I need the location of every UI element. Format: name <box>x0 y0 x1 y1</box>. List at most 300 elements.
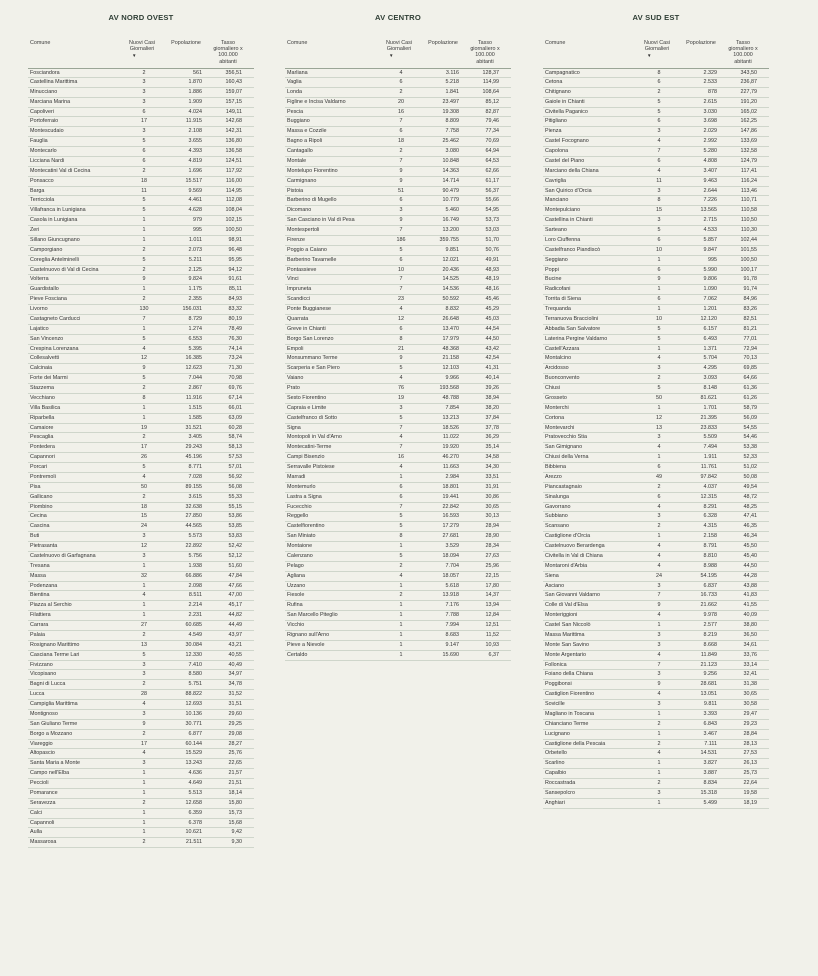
cell-nuovi-casi: 5 <box>399 552 403 559</box>
column-header-nuovi-casi[interactable] <box>375 40 423 52</box>
table-row <box>28 493 254 503</box>
cell-tasso: 159,07 <box>225 88 242 95</box>
cell-comune: Quarrata <box>287 315 309 322</box>
cell-nuovi-casi: 1 <box>142 829 146 836</box>
cell-nuovi-casi: 1 <box>142 612 146 619</box>
table-body <box>28 68 254 848</box>
cell-comune: Collesalvetti <box>30 355 60 362</box>
table-row <box>28 374 254 384</box>
cell-tasso: 13,94 <box>485 602 499 609</box>
column-header-nuovi-casi[interactable] <box>118 40 166 52</box>
cell-comune: Montemurlo <box>287 483 316 490</box>
cell-comune: Marradi <box>287 473 306 480</box>
cell-comune: Pelago <box>287 562 304 569</box>
cell-tasso: 69,85 <box>743 365 757 372</box>
cell-comune: Viareggio <box>30 740 53 747</box>
cell-nuovi-casi: 3 <box>657 701 661 707</box>
table-row <box>543 661 769 671</box>
table-row <box>28 275 254 285</box>
cell-comune: Orbetello <box>545 750 567 757</box>
cell-tasso: 79,46 <box>485 118 499 125</box>
cell-popolazione: 11.916 <box>185 394 202 401</box>
cell-tasso: 64,94 <box>485 148 499 154</box>
table-row <box>28 68 254 78</box>
cell-nuovi-casi: 4 <box>399 375 403 382</box>
cell-tasso: 82,87 <box>485 108 499 115</box>
table-row <box>543 443 769 453</box>
cell-tasso: 38,80 <box>743 622 757 628</box>
cell-nuovi-casi: 3 <box>657 582 661 589</box>
table-row <box>28 789 254 799</box>
cell-nuovi-casi: 9 <box>142 365 146 372</box>
cell-comune: Barberino di Mugello <box>287 197 337 204</box>
table-row <box>543 187 769 197</box>
cell-popolazione: 4.037 <box>703 483 717 490</box>
cell-popolazione: 14.525 <box>442 276 459 283</box>
cell-tasso: 100,50 <box>740 256 757 263</box>
table-row <box>285 512 511 522</box>
cell-tasso: 56,09 <box>743 414 757 421</box>
cell-nuovi-casi: 4 <box>142 701 146 707</box>
table-row <box>28 819 254 829</box>
table-row <box>285 187 511 197</box>
cell-tasso: 84,96 <box>743 296 757 303</box>
cell-nuovi-casi: 2 <box>142 296 146 303</box>
sort-arrow-icon[interactable]: ▼ <box>132 53 137 58</box>
cell-comune: Massa e Cozzile <box>287 128 327 135</box>
table-row <box>285 404 511 414</box>
table-header <box>28 40 254 68</box>
cell-popolazione: 7.062 <box>703 296 717 303</box>
sort-arrow-icon[interactable]: ▼ <box>647 53 652 58</box>
cell-tasso: 50,76 <box>485 246 499 253</box>
cell-popolazione: 2.098 <box>188 582 202 589</box>
cell-comune: Cascina <box>30 523 50 530</box>
cell-popolazione: 4.649 <box>188 780 202 786</box>
cell-nuovi-casi: 6 <box>657 464 661 470</box>
cell-popolazione: 19.308 <box>442 108 459 115</box>
cell-nuovi-casi: 6 <box>399 325 403 332</box>
cell-nuovi-casi: 5 <box>399 246 403 253</box>
cell-popolazione: 7.788 <box>445 612 459 619</box>
table-row <box>285 473 511 483</box>
cell-nuovi-casi: 3 <box>142 98 146 105</box>
table-row <box>28 809 254 819</box>
table-row <box>28 641 254 651</box>
cell-tasso: 36,29 <box>485 434 499 441</box>
table-row <box>543 404 769 414</box>
cell-tasso: 40,14 <box>485 375 499 382</box>
table-row <box>285 503 511 513</box>
cell-comune: Terricciola <box>30 197 55 204</box>
cell-popolazione: 6.328 <box>703 513 717 520</box>
table-row <box>285 414 511 424</box>
cell-comune: Sarteano <box>545 227 567 233</box>
cell-tasso: 58,74 <box>228 434 242 441</box>
cell-popolazione: 1.701 <box>703 404 717 411</box>
column-header-tasso[interactable] <box>719 40 767 65</box>
table-row <box>28 680 254 690</box>
cell-popolazione: 10.621 <box>185 829 202 836</box>
cell-tasso: 72,94 <box>743 345 757 352</box>
cell-comune: Anghiari <box>545 799 565 806</box>
cell-tasso: 31,38 <box>743 681 757 688</box>
cell-comune: Uzzano <box>287 582 306 589</box>
table-row <box>28 651 254 661</box>
cell-nuovi-casi: 24 <box>656 572 662 579</box>
table-row <box>285 483 511 493</box>
cell-tasso: 57,01 <box>228 464 242 470</box>
cell-popolazione: 27.850 <box>185 513 202 520</box>
cell-tasso: 54,95 <box>485 207 499 214</box>
header-line: Giornalieri <box>129 46 155 53</box>
cell-tasso: 28,90 <box>485 533 499 540</box>
table-row <box>28 226 254 236</box>
cell-nuovi-casi: 9 <box>657 276 661 283</box>
cell-comune: Pieve a Nievole <box>287 641 325 648</box>
table-row <box>543 512 769 522</box>
cell-popolazione: 1.870 <box>188 78 202 85</box>
cell-comune: Campo nell'Elba <box>30 770 70 777</box>
cell-nuovi-casi: 4 <box>657 691 661 698</box>
cell-comune: Montignoso <box>30 710 58 717</box>
cell-tasso: 110,71 <box>740 197 757 204</box>
cell-popolazione: 21.662 <box>700 602 717 609</box>
cell-nuovi-casi: 5 <box>399 414 403 421</box>
cell-tasso: 84,93 <box>228 296 242 303</box>
cell-comune: Stazzema <box>30 385 54 391</box>
cell-tasso: 70,69 <box>485 138 499 145</box>
cell-nuovi-casi: 1 <box>399 582 403 589</box>
table-row <box>285 256 511 266</box>
cell-nuovi-casi: 3 <box>142 88 146 95</box>
cell-comune: Dicomano <box>287 207 312 214</box>
column-header-popolazione[interactable]: Popolazione <box>171 40 201 46</box>
table-row <box>543 354 769 364</box>
table-row <box>285 463 511 473</box>
cell-popolazione: 13.200 <box>442 227 459 233</box>
table-row <box>543 433 769 443</box>
column-header-popolazione[interactable]: Popolazione <box>686 40 716 46</box>
table-row <box>543 503 769 513</box>
table-row <box>543 108 769 118</box>
cell-comune: Follonica <box>545 661 567 668</box>
cell-tasso: 26,13 <box>743 760 757 767</box>
cell-nuovi-casi: 4 <box>657 503 661 510</box>
table-row <box>28 177 254 187</box>
table-row <box>285 532 511 542</box>
cell-comune: Villafranca in Lunigiana <box>30 207 86 214</box>
cell-tasso: 30,13 <box>485 513 499 520</box>
cell-nuovi-casi: 5 <box>657 335 661 342</box>
cell-tasso: 31,91 <box>485 483 499 490</box>
cell-tasso: 53,38 <box>743 444 757 451</box>
cell-popolazione: 8.771 <box>188 464 202 470</box>
cell-nuovi-casi: 9 <box>399 217 403 224</box>
cell-nuovi-casi: 4 <box>657 167 661 174</box>
table-row <box>28 187 254 197</box>
cell-popolazione: 2.073 <box>188 246 202 253</box>
cell-popolazione: 2.533 <box>703 78 717 85</box>
table-row <box>28 572 254 582</box>
cell-comune: Pisa <box>30 483 41 490</box>
sort-arrow-icon[interactable]: ▼ <box>389 53 394 58</box>
table-row <box>28 769 254 779</box>
cell-tasso: 48,19 <box>485 276 499 283</box>
table-row <box>543 137 769 147</box>
cell-tasso: 22,15 <box>485 572 499 579</box>
cell-nuovi-casi: 28 <box>141 691 147 698</box>
cell-nuovi-casi: 6 <box>399 483 403 490</box>
cell-tasso: 110,58 <box>740 207 757 214</box>
header-line: Nuovi Casi <box>128 40 156 46</box>
cell-nuovi-casi: 10 <box>398 266 404 273</box>
cell-nuovi-casi: 4 <box>657 543 661 549</box>
cell-nuovi-casi: 1 <box>142 789 146 796</box>
cell-popolazione: 6.359 <box>188 809 202 816</box>
cell-nuovi-casi: 1 <box>399 631 403 638</box>
table-row <box>285 127 511 137</box>
cell-tasso: 33,14 <box>743 661 757 668</box>
table-row <box>285 285 511 295</box>
cell-tasso: 94,12 <box>228 266 242 273</box>
cell-nuovi-casi: 17 <box>141 740 147 747</box>
cell-popolazione: 8.791 <box>703 543 717 549</box>
table-row <box>285 196 511 206</box>
table-row <box>285 572 511 582</box>
table-row <box>543 147 769 157</box>
cell-tasso: 29,23 <box>743 720 757 727</box>
cell-tasso: 69,76 <box>228 385 242 391</box>
cell-nuovi-casi: 4 <box>657 355 661 362</box>
cell-tasso: 22,65 <box>228 760 242 767</box>
cell-popolazione: 2.108 <box>188 128 202 135</box>
cell-nuovi-casi: 5 <box>399 365 403 372</box>
cell-tasso: 43,88 <box>743 582 757 589</box>
cell-nuovi-casi: 1 <box>399 651 403 658</box>
table-row <box>543 275 769 285</box>
cell-comune: Aulla <box>30 829 42 836</box>
cell-tasso: 37,78 <box>485 424 499 431</box>
cell-tasso: 50,08 <box>743 473 757 480</box>
column-header-comune[interactable]: Comune <box>287 40 308 46</box>
cell-comune: Magliano in Toscana <box>545 710 595 717</box>
cell-tasso: 10,93 <box>485 641 499 648</box>
cell-tasso: 76,30 <box>228 335 242 342</box>
cell-comune: San Gimignano <box>545 444 583 451</box>
table-row <box>28 710 254 720</box>
cell-nuovi-casi: 6 <box>657 296 661 303</box>
cell-popolazione: 14.531 <box>700 750 717 757</box>
cell-nuovi-casi: 7 <box>657 592 661 599</box>
cell-tasso: 27,53 <box>743 750 757 757</box>
cell-comune: Empoli <box>287 345 304 352</box>
cell-tasso: 236,87 <box>740 78 757 85</box>
table-row <box>28 700 254 710</box>
cell-nuovi-casi: 10 <box>656 315 662 322</box>
header-line: Nuovi Casi <box>643 40 671 46</box>
cell-nuovi-casi: 2 <box>657 780 661 786</box>
cell-tasso: 91,61 <box>228 276 242 283</box>
cell-tasso: 52,12 <box>228 552 242 559</box>
cell-tasso: 44,50 <box>485 335 499 342</box>
cell-comune: Pomarance <box>30 789 58 796</box>
cell-popolazione: 1.841 <box>445 88 459 95</box>
cell-comune: Montaroni d'Arbia <box>545 562 588 569</box>
cell-comune: San Quirico d'Orcia <box>545 187 592 194</box>
cell-nuovi-casi: 3 <box>657 513 661 520</box>
cell-comune: Castiglione della Pescaia <box>545 740 606 747</box>
cell-nuovi-casi: 12 <box>398 315 404 322</box>
panel-av-nord-ovest <box>28 12 254 848</box>
cell-nuovi-casi: 7 <box>399 286 403 293</box>
header-line: 100.000 <box>733 52 753 59</box>
cell-tasso: 124,79 <box>740 157 757 164</box>
cell-comune: Buonconvento <box>545 375 580 382</box>
table-row <box>28 147 254 157</box>
table-body <box>543 68 769 809</box>
cell-tasso: 31,51 <box>228 701 242 707</box>
cell-nuovi-casi: 1 <box>142 404 146 411</box>
cell-comune: Castell'Azzara <box>545 345 580 352</box>
cell-popolazione: 17.279 <box>442 523 459 530</box>
cell-nuovi-casi: 3 <box>657 631 661 638</box>
cell-popolazione: 979 <box>193 217 202 224</box>
cell-tasso: 44,82 <box>228 612 242 619</box>
column-header-popolazione[interactable]: Popolazione <box>428 40 458 46</box>
cell-comune: Londa <box>287 88 302 95</box>
cell-nuovi-casi: 1 <box>142 770 146 777</box>
cell-popolazione: 28.681 <box>700 681 717 688</box>
cell-nuovi-casi: 1 <box>142 562 146 569</box>
cell-popolazione: 9.806 <box>703 276 717 283</box>
cell-nuovi-casi: 4 <box>399 464 403 470</box>
panel-title: AV SUD EST <box>632 13 680 22</box>
cell-nuovi-casi: 7 <box>399 157 403 164</box>
cell-tasso: 110,30 <box>740 227 757 233</box>
cell-tasso: 165,02 <box>740 108 757 115</box>
column-header-tasso[interactable] <box>204 40 252 65</box>
cell-nuovi-casi: 5 <box>657 385 661 391</box>
cell-popolazione: 2.158 <box>703 533 717 540</box>
column-header-nuovi-casi[interactable] <box>633 40 681 52</box>
cell-popolazione: 5.211 <box>188 256 202 263</box>
cell-tasso: 48,93 <box>485 266 499 273</box>
cell-popolazione: 12.120 <box>700 315 717 322</box>
cell-comune: Riparbella <box>30 414 55 421</box>
table-row <box>543 631 769 641</box>
cell-popolazione: 5.395 <box>188 345 202 352</box>
cell-nuovi-casi: 51 <box>398 187 404 194</box>
cell-popolazione: 995 <box>193 227 202 233</box>
cell-nuovi-casi: 3 <box>142 661 146 668</box>
cell-comune: Foiano della Chiana <box>545 671 593 678</box>
cell-tasso: 25,73 <box>743 770 757 777</box>
cell-tasso: 132,58 <box>740 148 757 154</box>
cell-popolazione: 2.644 <box>703 187 717 194</box>
cell-nuovi-casi: 3 <box>657 365 661 372</box>
cell-nuovi-casi: 7 <box>399 503 403 510</box>
table-row <box>28 256 254 266</box>
table-row <box>28 137 254 147</box>
cell-tasso: 41,83 <box>743 592 757 599</box>
table-row <box>543 226 769 236</box>
cell-comune: Fiesole <box>287 592 305 599</box>
cell-popolazione: 11.761 <box>700 464 717 470</box>
cell-popolazione: 9.147 <box>445 641 459 648</box>
cell-comune: Signa <box>287 424 301 431</box>
cell-nuovi-casi: 6 <box>399 197 403 204</box>
cell-nuovi-casi: 2 <box>399 592 403 599</box>
table-row <box>285 226 511 236</box>
cell-nuovi-casi: 12 <box>141 543 147 549</box>
column-header-comune[interactable]: Comune <box>30 40 51 46</box>
cell-nuovi-casi: 8 <box>657 70 661 76</box>
table-row <box>543 78 769 88</box>
cell-nuovi-casi: 49 <box>656 473 662 480</box>
table-row <box>28 108 254 118</box>
cell-popolazione: 15.529 <box>185 750 202 757</box>
table-row <box>285 424 511 434</box>
cell-popolazione: 12.693 <box>185 701 202 707</box>
cell-tasso: 53,83 <box>228 533 242 540</box>
table-row <box>28 433 254 443</box>
table-row <box>285 443 511 453</box>
cell-popolazione: 11.849 <box>700 651 717 658</box>
cell-popolazione: 21.123 <box>700 661 717 668</box>
cell-popolazione: 18.801 <box>442 483 459 490</box>
cell-popolazione: 10.136 <box>185 710 202 717</box>
table-row <box>543 98 769 108</box>
cell-popolazione: 8.810 <box>703 552 717 559</box>
cell-popolazione: 7.494 <box>703 444 717 451</box>
table-row <box>543 483 769 493</box>
cell-comune: Villa Basilica <box>30 404 61 411</box>
table-row <box>543 88 769 98</box>
cell-popolazione: 359.755 <box>439 236 459 243</box>
cell-tasso: 162,25 <box>740 118 757 125</box>
cell-nuovi-casi: 26 <box>141 454 147 461</box>
cell-nuovi-casi: 1 <box>657 345 661 352</box>
cell-popolazione: 5.218 <box>445 78 459 85</box>
cell-comune: Castelnuovo di Garfagnana <box>30 552 96 559</box>
cell-tasso: 34,97 <box>228 671 242 678</box>
cell-tasso: 82,51 <box>743 315 757 322</box>
cell-nuovi-casi: 4 <box>142 345 146 352</box>
cell-comune: Radicofani <box>545 286 571 293</box>
cell-nuovi-casi: 2 <box>657 375 661 382</box>
table-row <box>543 601 769 611</box>
cell-popolazione: 31.521 <box>185 424 202 431</box>
cell-popolazione: 4.315 <box>703 523 717 530</box>
cell-comune: Serravalle Pistoiese <box>287 464 335 470</box>
header-line: giornaliero x <box>213 46 243 53</box>
cell-comune: Montelupo Fiorentino <box>287 167 338 174</box>
cell-nuovi-casi: 4 <box>399 434 403 441</box>
cell-popolazione: 18.526 <box>442 424 459 431</box>
cell-popolazione: 25.462 <box>442 138 459 145</box>
cell-popolazione: 12.103 <box>442 365 459 372</box>
table-row <box>543 522 769 532</box>
cell-nuovi-casi: 3 <box>399 207 403 214</box>
cell-popolazione: 26.648 <box>442 315 459 322</box>
column-header-comune[interactable]: Comune <box>545 40 566 46</box>
table-row <box>285 621 511 631</box>
cell-popolazione: 17.979 <box>442 335 459 342</box>
table-row <box>28 473 254 483</box>
cell-comune: Castel Focognano <box>545 138 589 145</box>
column-header-tasso[interactable] <box>461 40 509 65</box>
